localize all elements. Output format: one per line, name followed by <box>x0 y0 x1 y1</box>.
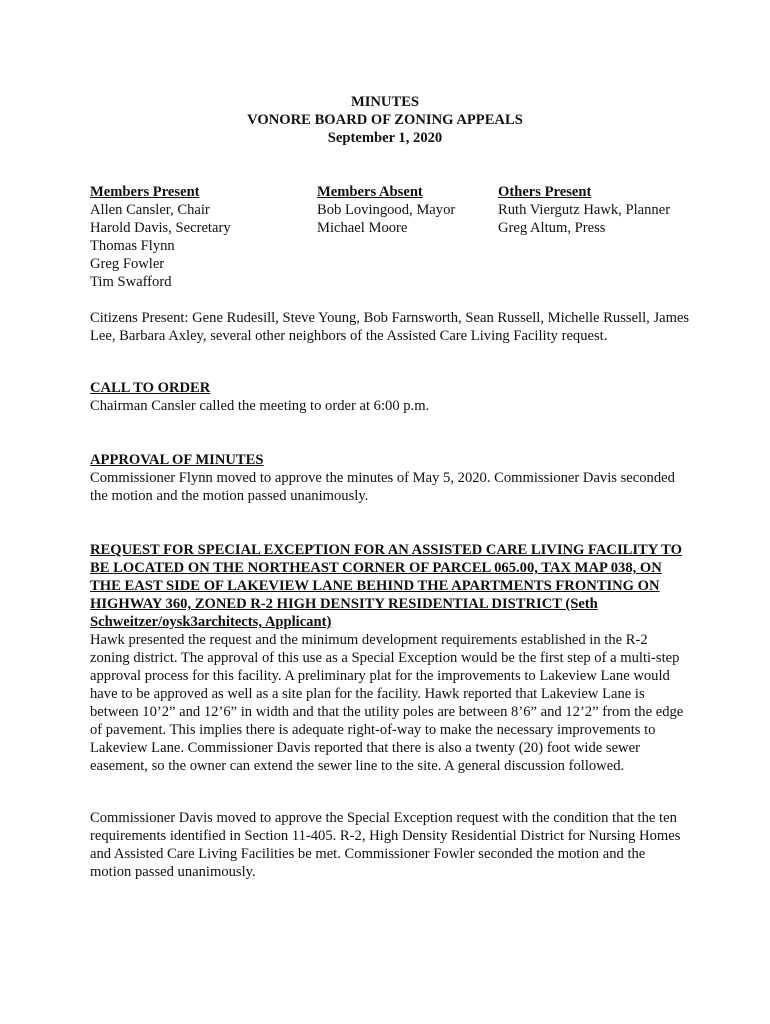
member-present-name: Thomas Flynn <box>90 238 175 254</box>
other-present-name: Greg Altum, Press <box>498 220 606 236</box>
member-absent-name: Michael Moore <box>317 220 408 236</box>
members-present-column <box>90 183 231 291</box>
member-present-name: Tim Swafford <box>90 274 172 290</box>
approval-of-minutes-heading: APPROVAL OF MINUTES <box>90 452 264 468</box>
others-present-column <box>498 183 670 237</box>
special-exception-motion-section <box>90 809 690 881</box>
meeting-date: September 1, 2020 <box>327 130 443 146</box>
special-exception-text: Hawk presented the request and the minimum development requirements established in the R-2 zoning district. The approval of this use as a Special Exception would be the first step of a multi-step approval process for this facility. A preliminary plat for the improvements to Lakeview Lane would have to be approved as well as a site plan for the facility. Hawk reported that Lakeview Lane is between 10’2” and 12’6” in width and that the utility poles are between 8’6” and 12’2” from the edge of pavement. This implies there is adequate right-of-way to make the necessary improvements to Lakeview Lane. Commissioner Davis reported that there is also a twenty (20) foot wide sewer easement, so the owner can extend the sewer line to the site. A general discussion followed. <box>90 632 684 774</box>
members-absent-column <box>317 183 455 237</box>
approval-of-minutes-section <box>90 451 690 505</box>
call-to-order-section <box>90 379 690 415</box>
special-exception-motion-text: Commissioner Davis moved to approve the Special Exception request with the condition that the ten requirements identified in Section 11-405. R-2, High Density Residential District for Nursing Homes and Assisted Care Living Facilities be met. Commissioner Fowler seconded the motion and the motion passed unanimously. <box>90 810 681 880</box>
special-exception-section <box>90 541 690 775</box>
minutes-title: MINUTES <box>350 94 420 110</box>
members-absent-heading: Members Absent <box>317 184 423 200</box>
member-present-name: Allen Cansler, Chair <box>90 202 210 218</box>
others-present-heading: Others Present <box>498 184 592 200</box>
approval-of-minutes-text: Commissioner Flynn moved to approve the minutes of May 5, 2020. Commissioner Davis seconded the motion and the motion passed unanimously. <box>90 470 675 504</box>
member-absent-name: Bob Lovingood, Mayor <box>317 202 456 218</box>
call-to-order-text: Chairman Cansler called the meeting to order at 6:00 p.m. <box>90 398 430 414</box>
citizens-present-section <box>90 309 690 345</box>
document-title-block <box>0 93 770 147</box>
member-present-name: Harold Davis, Secretary <box>90 220 231 236</box>
citizens-present-text: Citizens Present: Gene Rudesill, Steve Young, Bob Farnsworth, Sean Russell, Michelle Russell, James Lee, Barbara Axley, several other neighbors of the Assisted Care Living Facility request. <box>90 310 690 344</box>
members-present-heading: Members Present <box>90 184 200 200</box>
board-name: VONORE BOARD OF ZONING APPEALS <box>247 112 523 128</box>
other-present-name: Ruth Viergutz Hawk, Planner <box>498 202 671 218</box>
special-exception-heading: REQUEST FOR SPECIAL EXCEPTION FOR AN ASSISTED CARE LIVING FACILITY TO BE LOCATED ON THE NORTHEAST CORNER OF PARCEL 065.00, TAX MAP 038, ON THE EAST SIDE OF LAKEVIEW LANE BEHIND THE APARTMENTS FRONTING ON HIGHWAY 360, ZONED R-2 HIGH DENSITY RESIDENTIAL DISTRICT (Seth Schweitzer/oysk3architects, Applicant) <box>90 542 682 630</box>
member-present-name: Greg Fowler <box>90 256 165 272</box>
call-to-order-heading: CALL TO ORDER <box>90 380 211 396</box>
